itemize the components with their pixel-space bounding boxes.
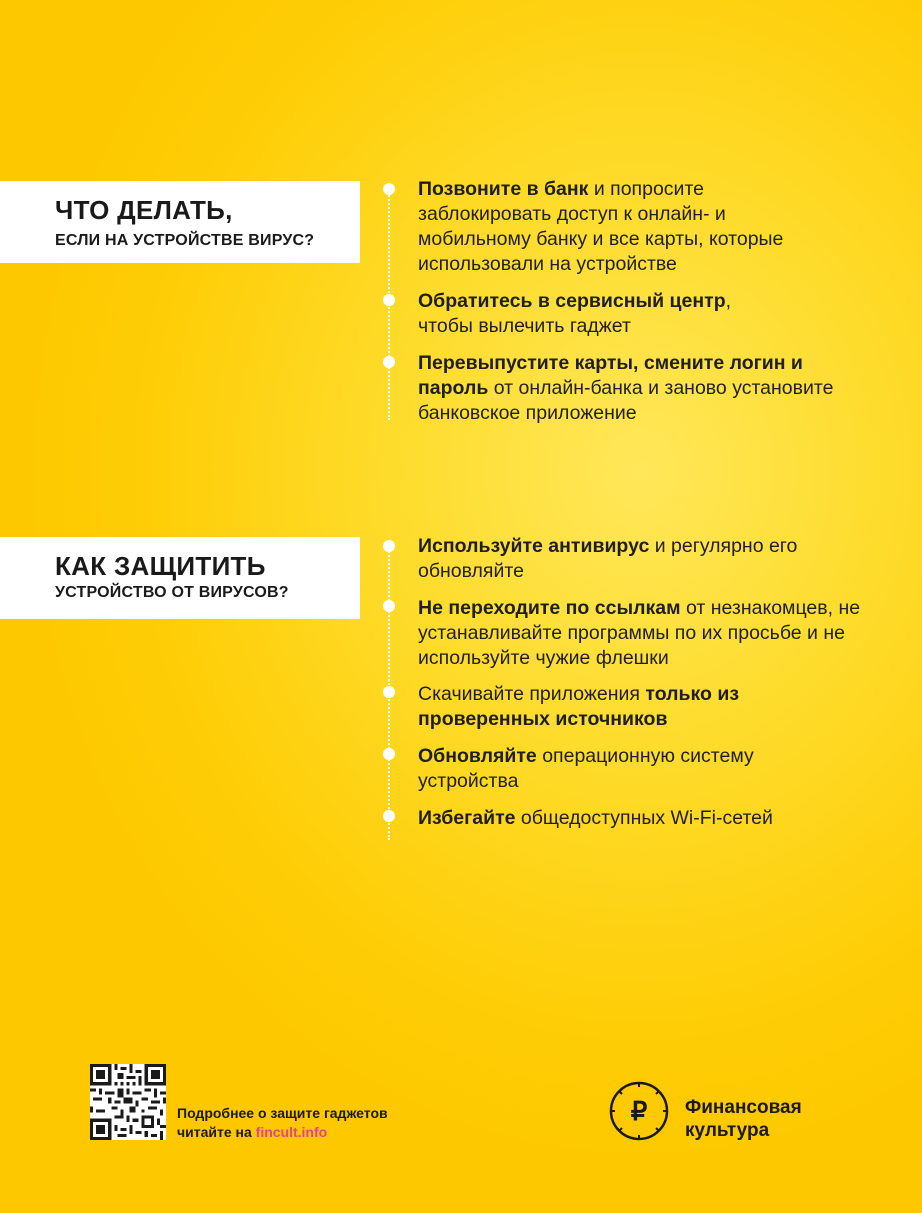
brand-line1: Финансовая (685, 1097, 802, 1118)
section1-item-service-center (418, 289, 778, 339)
section1-item-call-bank (418, 177, 838, 277)
fincult-link[interactable]: fincult.info (255, 1124, 328, 1140)
section2-title: КАК ЗАЩИТИТЬ (55, 551, 266, 581)
footer-line1: Подробнее о защите гаджетов (177, 1105, 388, 1121)
footer-line2-prefix: читайте на (177, 1124, 256, 1140)
item-bold: Обратитесь в сервисный центр (418, 290, 726, 312)
section2-item-trusted-sources (418, 682, 758, 732)
item-text: от онлайн-банка и заново установите банковское приложение (418, 377, 834, 424)
item-text: общедоступных Wi-Fi-сетей (515, 807, 773, 829)
item-bold: Позвоните в банк (418, 178, 589, 200)
section1-title: ЧТО ДЕЛАТЬ, (55, 195, 233, 225)
item-text: Скачивайте приложения (418, 683, 646, 705)
section2-header (0, 537, 360, 619)
bullet-dot (383, 686, 395, 698)
item-bold: Избегайте (418, 807, 516, 829)
section2-subtitle: УСТРОЙСТВО ОТ ВИРУСОВ? (55, 584, 289, 601)
footer-line2 (177, 1123, 388, 1142)
bullet-dot (383, 810, 395, 822)
ruble-symbol: ₽ (630, 1096, 648, 1126)
section2-item-no-links (418, 596, 888, 671)
bullet-dot (383, 183, 395, 195)
item-text: и попросите заблокировать доступ к онлайн- и мобильному банку и все карты, которые использовали на устройстве (418, 178, 784, 275)
section1-header (0, 181, 360, 263)
brand-name (685, 1096, 802, 1142)
item-text: и регулярно его обновляйте (418, 535, 798, 582)
bullet-dot (383, 294, 395, 306)
section1-item-reissue-cards (418, 351, 838, 426)
section2-item-avoid-wifi (418, 806, 888, 831)
section1-subtitle: ЕСЛИ НА УСТРОЙСТВЕ ВИРУС? (55, 232, 315, 249)
item-bold: Не переходите по ссылкам (418, 597, 681, 619)
qr-code[interactable] (90, 1064, 166, 1140)
bullet-dot (383, 540, 395, 552)
ruble-logo-icon (608, 1080, 670, 1142)
bullet-dot (383, 600, 395, 612)
brand-line2: культура (685, 1120, 770, 1141)
item-bold: только из проверенных источников (418, 683, 740, 730)
item-bold: Обновляйте (418, 745, 537, 767)
item-text: от незнакомцев, не устанавливайте программы по их просьбе и не используйте чужие флешки (418, 597, 861, 669)
bullet-dot (383, 748, 395, 760)
item-text: , чтобы вылечить гаджет (418, 290, 732, 337)
item-bold: Используйте антивирус (418, 535, 650, 557)
section2-item-update-os (418, 744, 818, 794)
item-text: операционную систему устройства (418, 745, 754, 792)
section2-item-antivirus (418, 534, 838, 584)
bullet-dot (383, 356, 395, 368)
footer-info (177, 1104, 388, 1142)
item-bold: Перевыпустите карты, смените логин и пароль (418, 352, 803, 399)
